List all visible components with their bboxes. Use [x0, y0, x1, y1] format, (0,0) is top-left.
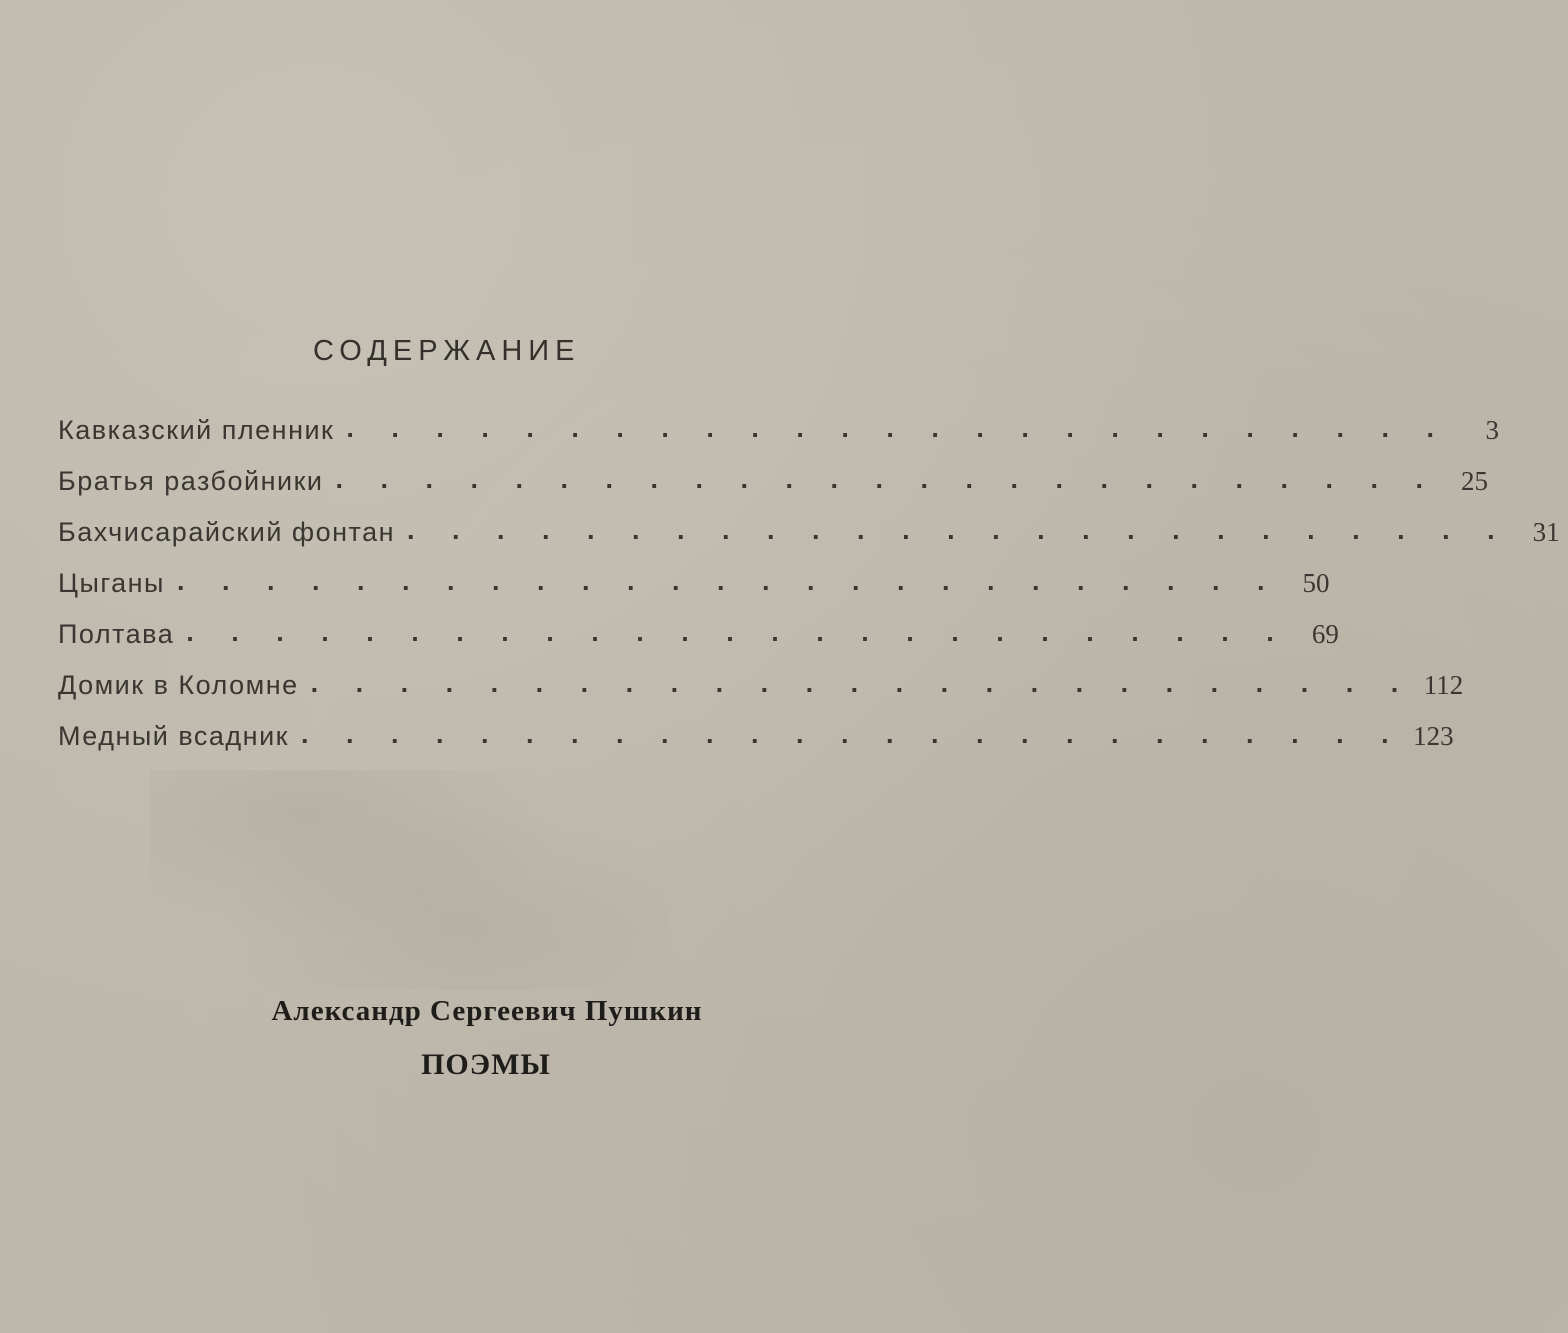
ink-smudge	[150, 770, 670, 990]
table-of-contents	[58, 413, 1560, 772]
toc-entry	[58, 566, 1330, 619]
toc-entry-page: 50	[1302, 568, 1330, 598]
dot-leader: . . . . . . . . . . . . . . . . . . . . . . . . .	[407, 515, 1510, 545]
contents-heading: СОДЕРЖАНИЕ	[313, 335, 581, 367]
toc-entry-page: 31	[1532, 517, 1560, 547]
toc-entry-page: 25	[1461, 466, 1489, 496]
toc-entry	[58, 515, 1560, 568]
toc-entry	[58, 413, 1499, 466]
dot-leader: . . . . . . . . . . . . . . . . . . . . . . . . .	[176, 566, 1280, 596]
toc-entry-title: Медный всадник	[58, 721, 289, 751]
author-name: Александр Сергеевич Пушкин	[271, 995, 703, 1027]
toc-entry	[58, 617, 1339, 670]
toc-entry-page: 69	[1311, 619, 1339, 649]
toc-entry-page: 112	[1423, 670, 1464, 700]
dot-leader: . . . . . . . . . . . . . . . . . . . . . . . . .	[186, 617, 1289, 647]
toc-entry-title: Домик в Коломне	[58, 670, 299, 700]
toc-entry-title: Цыганы	[58, 568, 165, 598]
toc-entry-page: 3	[1485, 415, 1499, 445]
toc-entry	[58, 668, 1464, 721]
toc-entry-title: Бахчисарайский фонтан	[58, 517, 396, 547]
dot-leader: . . . . . . . . . . . . . . . . . . . . . . . . .	[301, 719, 1404, 749]
toc-entry-title: Братья разбойники	[58, 466, 324, 496]
imprint-block	[0, 995, 1000, 1082]
book-title: ПОЭМЫ	[421, 1048, 551, 1081]
toc-entry-title: Кавказский пленник	[58, 415, 335, 445]
dot-leader: . . . . . . . . . . . . . . . . . . . . . . . . .	[346, 413, 1449, 443]
toc-entry-page: 123	[1413, 721, 1454, 751]
toc-entry	[58, 719, 1454, 772]
dot-leader: . . . . . . . . . . . . . . . . . . . . . . . . .	[335, 464, 1439, 494]
toc-entry-title: Полтава	[58, 619, 175, 649]
toc-entry	[58, 464, 1489, 517]
dot-leader: . . . . . . . . . . . . . . . . . . . . . . . . .	[310, 668, 1414, 698]
